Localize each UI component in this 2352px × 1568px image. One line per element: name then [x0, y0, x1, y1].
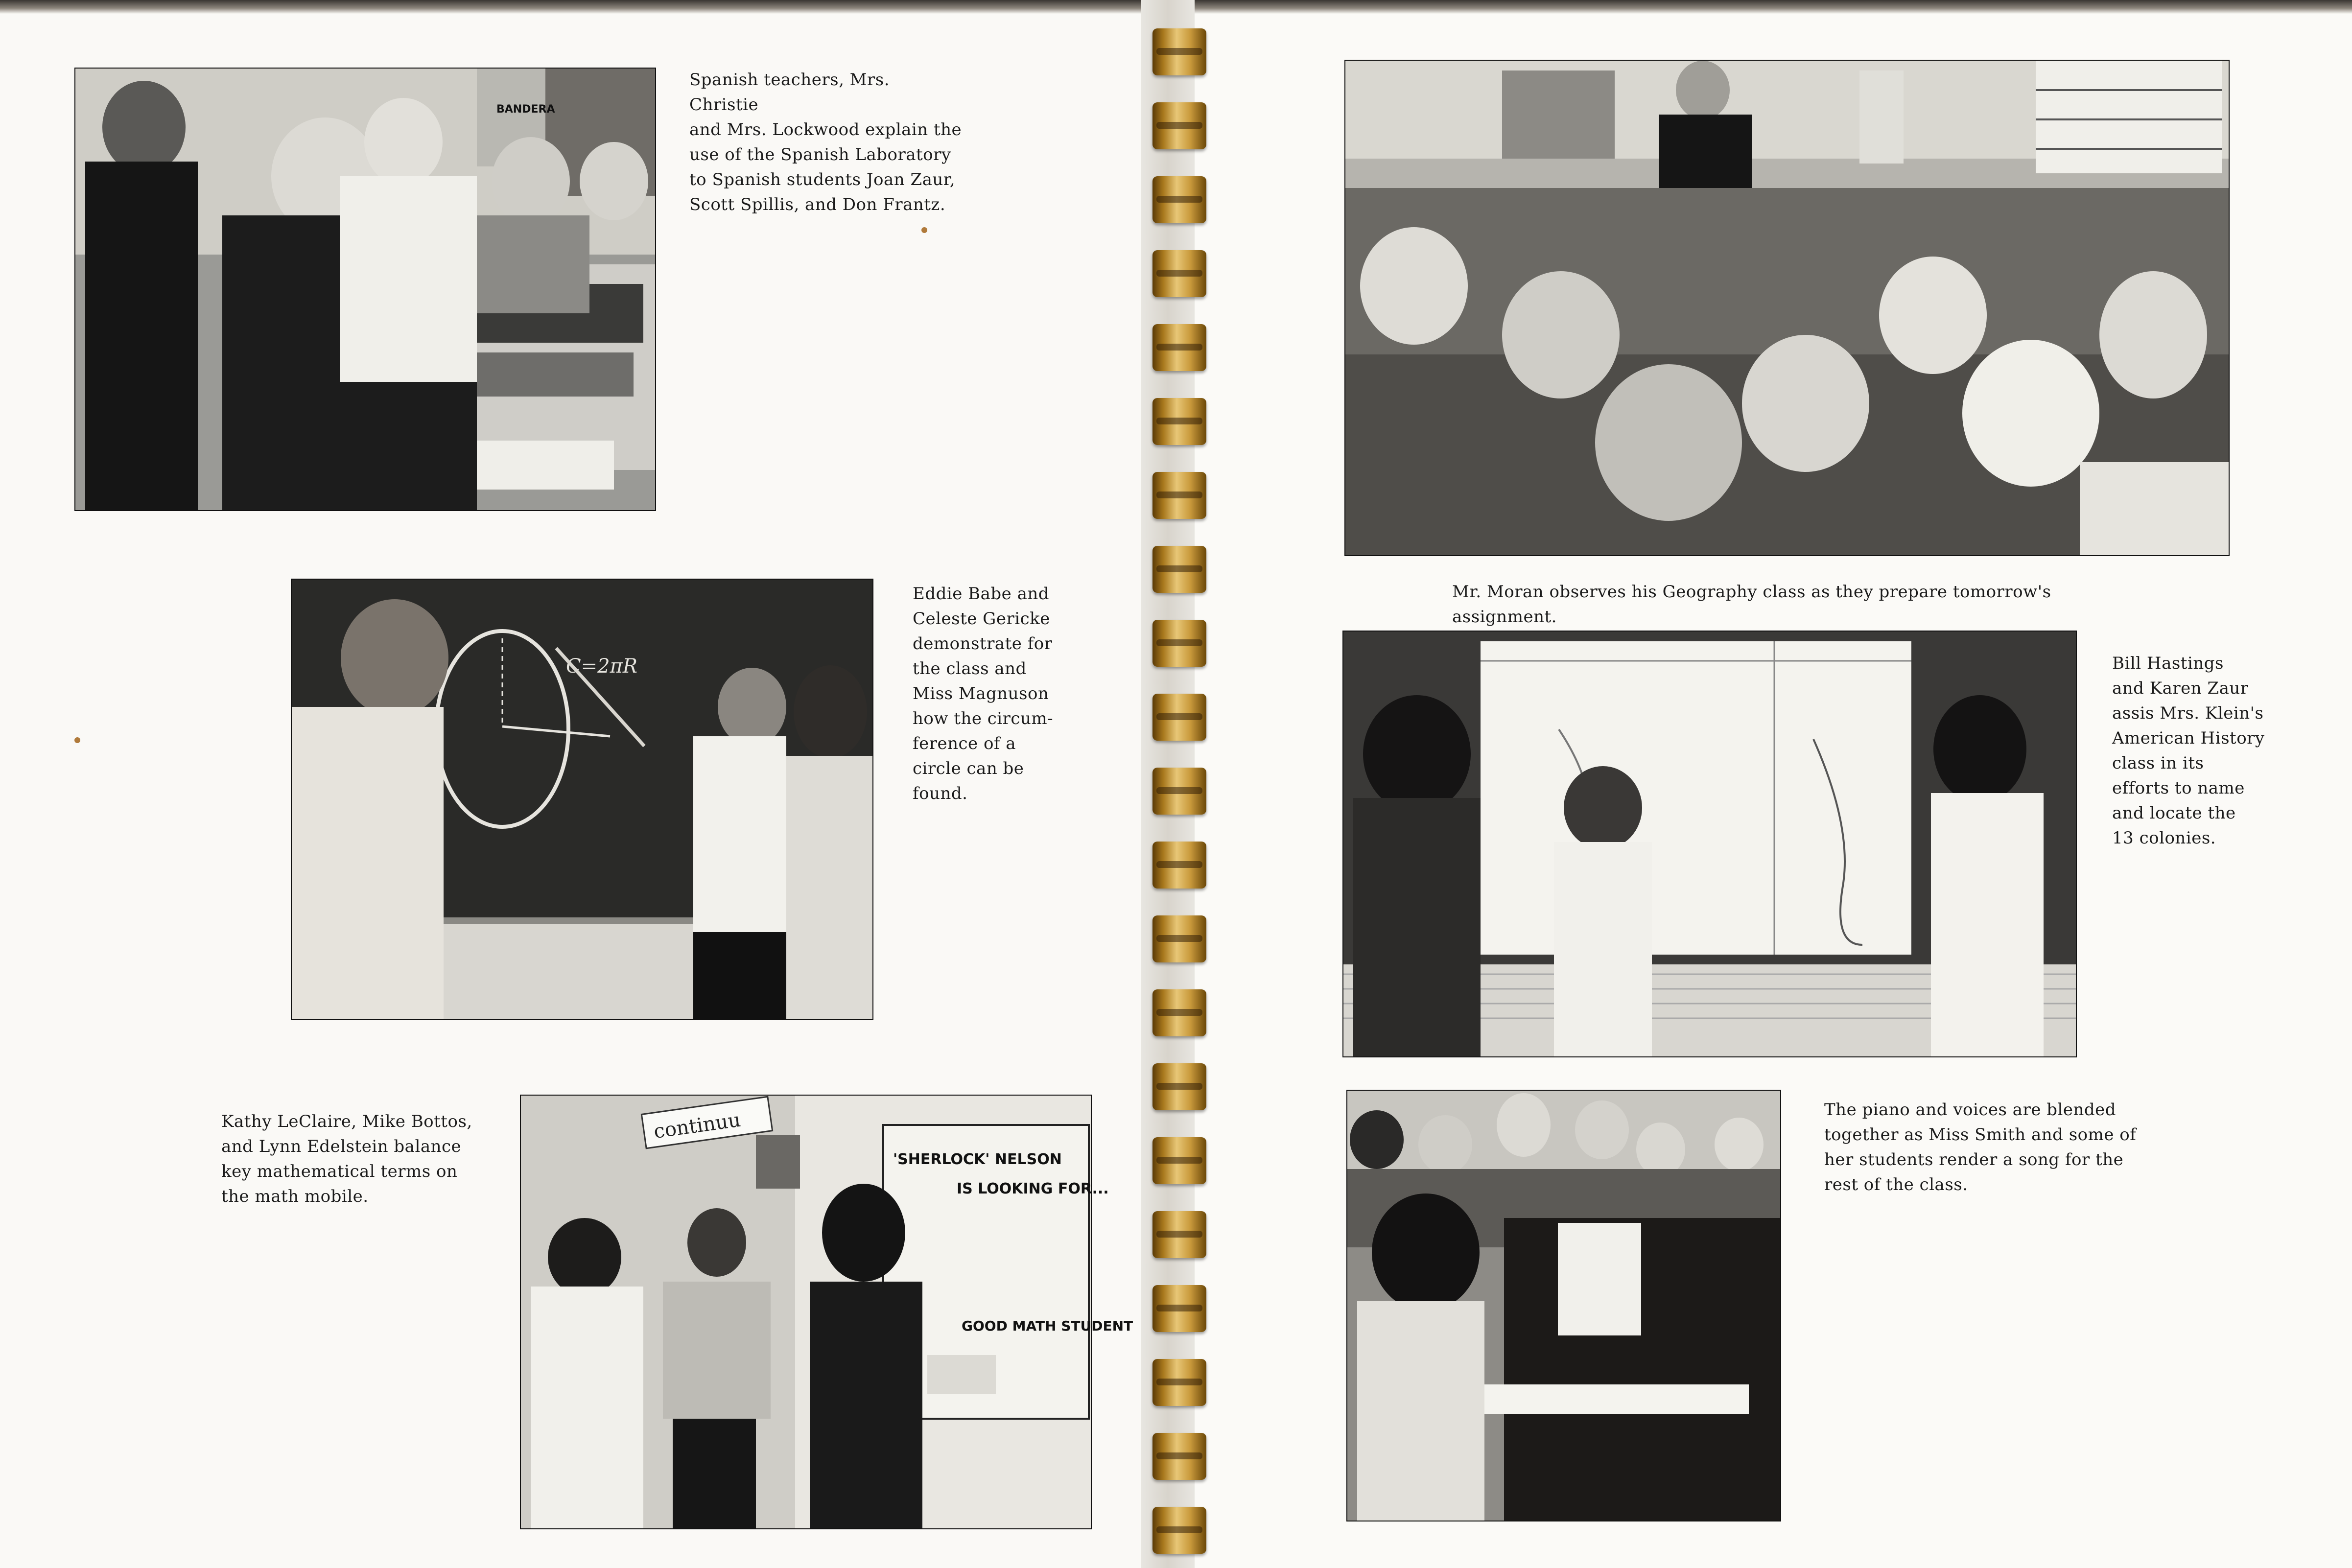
caption-line: to Spanish students Joan Zaur, [689, 170, 956, 189]
bandera-sign: BANDERA [496, 103, 555, 116]
spiral-ring [1152, 1433, 1206, 1480]
caption-line: her students render a song for the [1824, 1150, 2124, 1170]
caption-math-mobile [221, 1109, 495, 1209]
spiral-ring [1152, 398, 1206, 445]
caption-spanish-laboratory [689, 68, 964, 217]
caption-line: found. [913, 784, 968, 803]
spiral-ring [1152, 1359, 1206, 1406]
caption-line: American History [2112, 728, 2265, 748]
spiral-ring [1152, 842, 1206, 889]
caption-american-history-map [2112, 651, 2318, 851]
caption-line: assis Mrs. Klein's [2112, 703, 2264, 723]
caption-line: circle can be [913, 759, 1024, 778]
spiral-ring [1152, 250, 1206, 297]
caption-chalkboard-circle [913, 582, 1108, 806]
spiral-ring [1152, 1285, 1206, 1332]
caption-line: use of the Spanish Laboratory [689, 145, 951, 164]
caption-line: and Lynn Edelstein balance [221, 1137, 462, 1156]
spiral-ring [1152, 176, 1206, 223]
caption-line: Eddie Babe and [913, 584, 1050, 604]
caption-line: class in its [2112, 753, 2204, 773]
caption-line: and Mrs. Lockwood explain the [689, 120, 962, 140]
caption-line: Mr. Moran observes his Geography class as they prepare tomorrow's assignment. [1452, 582, 2051, 627]
looking-for-sign: IS LOOKING FOR... [957, 1180, 1109, 1197]
caption-line: key mathematical terms on [221, 1162, 458, 1181]
caption-line: The piano and voices are blended [1824, 1100, 2117, 1120]
formula-text: C=2πR [566, 655, 637, 678]
photo-piano-class [1346, 1090, 1781, 1521]
spiral-ring [1152, 1211, 1206, 1258]
spiral-ring [1152, 989, 1206, 1036]
caption-line: Spanish teachers, Mrs. Christie [689, 70, 890, 115]
spiral-ring [1152, 1137, 1206, 1184]
caption-line: demonstrate for [913, 634, 1053, 654]
photo-chalkboard-circle [291, 579, 873, 1020]
spiral-ring [1152, 546, 1206, 593]
caption-line: how the circum- [913, 709, 1054, 728]
caption-line: rest of the class. [1824, 1175, 1968, 1194]
caption-line: the class and [913, 659, 1027, 679]
photo-math-mobile [520, 1095, 1133, 1529]
ink-spot [921, 227, 927, 233]
caption-line: 13 colonies. [2112, 828, 2216, 848]
sherlock-sign: 'SHERLOCK' NELSON [893, 1151, 1062, 1168]
caption-line: Kathy LeClaire, Mike Bottos, [221, 1112, 472, 1131]
caption-piano-class [1824, 1098, 2177, 1197]
spiral-ring [1152, 472, 1206, 519]
good-math-sign: GOOD MATH STUDENT [962, 1318, 1133, 1334]
photo-geography-class [1344, 60, 2230, 556]
spiral-ring [1152, 1507, 1206, 1554]
caption-line: and locate the [2112, 803, 2236, 823]
photo-american-history-map [1342, 631, 2077, 1057]
spiral-ring [1152, 620, 1206, 667]
continuum-banner: continuu [652, 1108, 742, 1144]
spiral-ring [1152, 28, 1206, 75]
spiral-ring [1152, 102, 1206, 149]
spiral-ring [1152, 915, 1206, 962]
caption-line: Miss Magnuson [913, 684, 1049, 703]
spiral-ring [1152, 324, 1206, 371]
ink-spot [74, 737, 80, 743]
photo-spanish-laboratory [74, 68, 656, 511]
caption-line: Celeste Gericke [913, 609, 1050, 629]
spiral-ring [1152, 1063, 1206, 1110]
caption-line: together as Miss Smith and some of [1824, 1125, 2137, 1145]
caption-line: and Karen Zaur [2112, 679, 2249, 698]
caption-geography-class [1452, 580, 2138, 630]
spiral-ring [1152, 694, 1206, 741]
caption-line: ference of a [913, 734, 1016, 753]
spiral-ring [1152, 768, 1206, 815]
caption-line: Bill Hastings [2112, 654, 2224, 673]
caption-line: Scott Spillis, and Don Frantz. [689, 195, 946, 214]
caption-line: the math mobile. [221, 1187, 369, 1206]
caption-line: efforts to name [2112, 778, 2245, 798]
